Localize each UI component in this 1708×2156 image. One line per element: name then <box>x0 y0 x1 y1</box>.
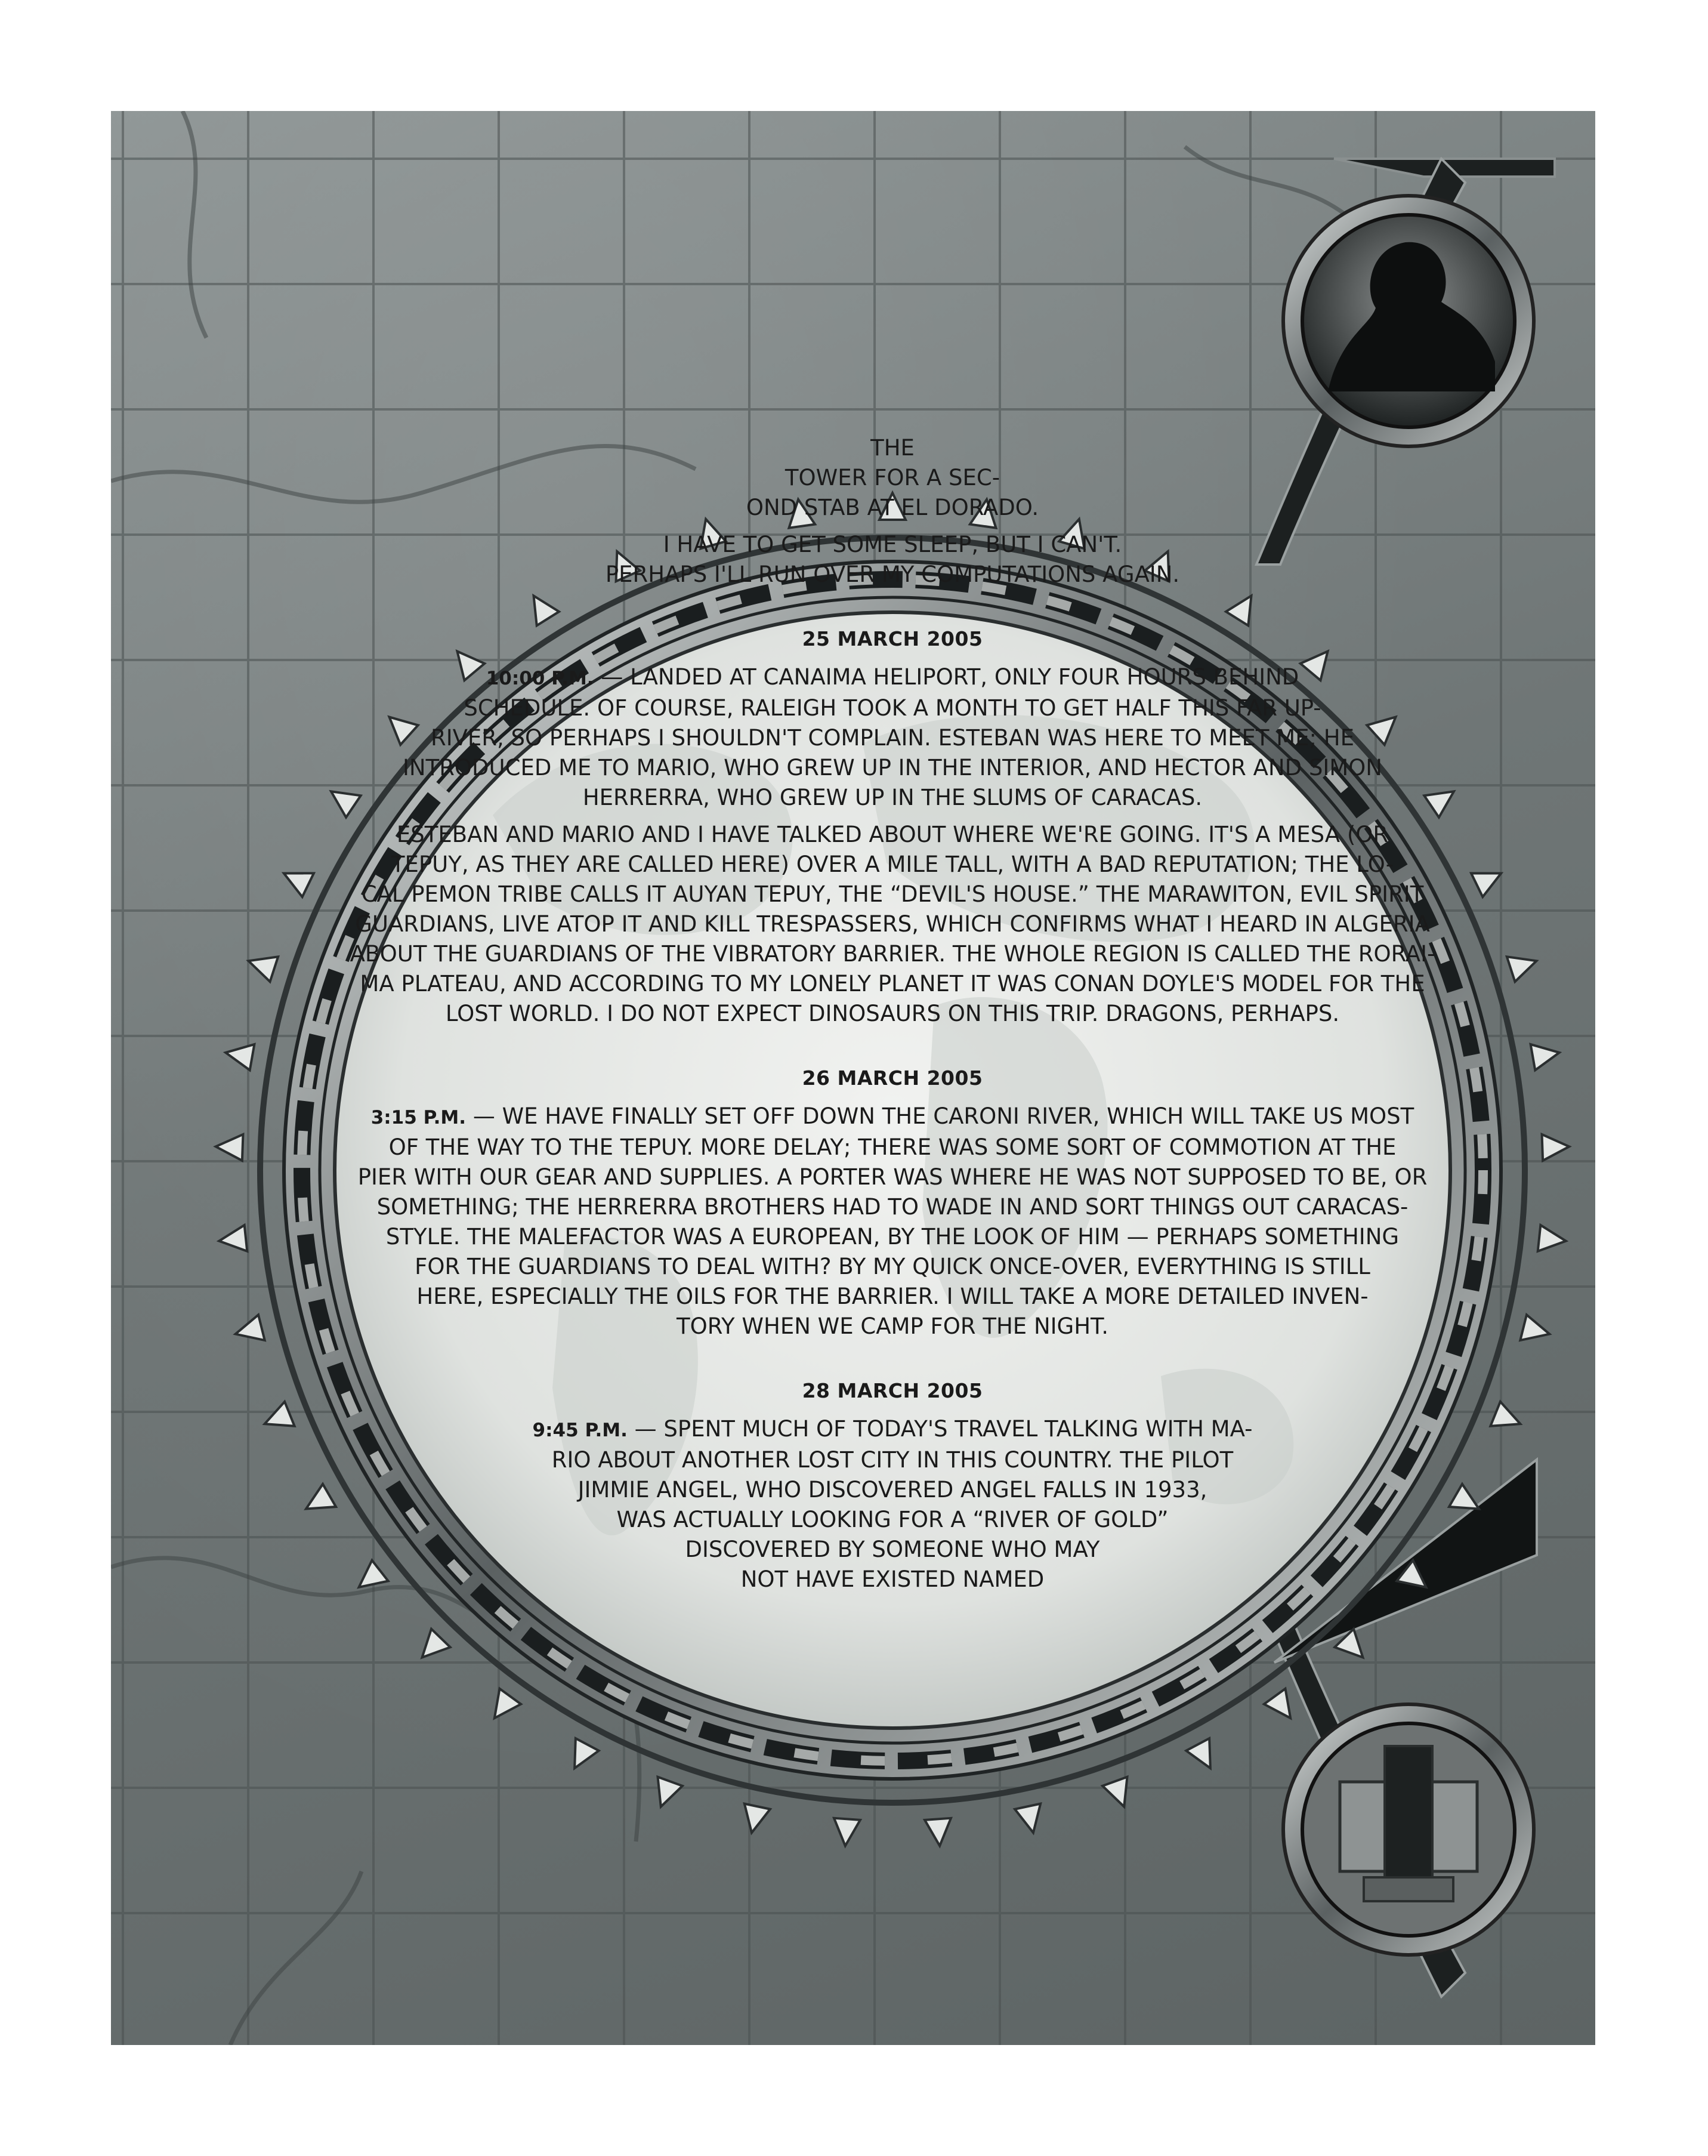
text-line: NOT HAVE EXISTED NAMED <box>740 1566 1045 1592</box>
text-line: PIER WITH OUR GEAR AND SUPPLIES. A PORTER WAS WHERE HE WAS NOT SUPPOSED TO BE, OR <box>357 1164 1428 1190</box>
text-line <box>338 1414 1447 1445</box>
entry-time: 3:15 P.M. <box>370 1107 467 1128</box>
entry-date: 25 MARCH 2005 <box>802 627 983 650</box>
text-line: PERHAPS I'LL RUN OVER MY COMPUTATIONS AGAIN. <box>605 562 1180 587</box>
text-line: ABOUT THE GUARDIANS OF THE VIBRATORY BARRIER. THE WHOLE REGION IS CALLED THE RORAI- <box>350 941 1435 967</box>
journal-page <box>111 111 1595 2045</box>
entry-date: 26 MARCH 2005 <box>802 1066 983 1090</box>
intro-paragraph-2 <box>338 530 1447 590</box>
text-line: HERE, ESPECIALLY THE OILS FOR THE BARRIER. I WILL TAKE A MORE DETAILED INVEN- <box>416 1284 1369 1309</box>
text-line-rest: — LANDED AT CANAIMA HELIPORT, ONLY FOUR HOURS BEHIND <box>594 664 1299 690</box>
text-line: HERRERRA, WHO GREW UP IN THE SLUMS OF CARACAS. <box>582 785 1203 810</box>
entry-paragraph <box>338 820 1447 1029</box>
text-line: CAL PEMON TRIBE CALLS IT AUYAN TEPUY, THE “DEVIL'S HOUSE.” THE MARAWITON, EVIL SPIRIT <box>361 881 1424 907</box>
text-line: GUARDIANS, LIVE ATOP IT AND KILL TRESPASSERS, WHICH CONFIRMS WHAT I HEARD IN ALGERIA <box>355 911 1430 937</box>
text-line: TORY WHEN WE CAMP FOR THE NIGHT. <box>676 1313 1108 1339</box>
text-line: JIMMIE ANGEL, WHO DISCOVERED ANGEL FALLS IN 1933, <box>577 1477 1207 1503</box>
entry-paragraph <box>338 1414 1447 1594</box>
text-line <box>338 662 1447 693</box>
text-line: TOWER FOR A SEC- <box>784 465 1000 491</box>
text-line: OND STAB AT EL DORADO. <box>746 495 1039 520</box>
text-line-rest: — WE HAVE FINALLY SET OFF DOWN THE CARONI RIVER, WHICH WILL TAKE US MOST <box>466 1103 1414 1129</box>
text-line: LOST WORLD. I DO NOT EXPECT DINOSAURS ON THIS TRIP. DRAGONS, PERHAPS. <box>445 1001 1340 1026</box>
text-line <box>338 1102 1447 1133</box>
text-line: SOMETHING; THE HERRERRA BROTHERS HAD TO WADE IN AND SORT THINGS OUT CARACAS- <box>376 1194 1409 1220</box>
text-line: RIVER, SO PERHAPS I SHOULDN'T COMPLAIN. ESTEBAN WAS HERE TO MEET ME; HE <box>431 725 1354 751</box>
text-line: INTRODUCED ME TO MARIO, WHO GREW UP IN THE INTERIOR, AND HECTOR AND SIMON <box>403 755 1382 781</box>
text-line: I HAVE TO GET SOME SLEEP, BUT I CAN'T. <box>663 532 1122 557</box>
entry-time: 9:45 P.M. <box>532 1420 628 1441</box>
text-line: TEPUY, AS THEY ARE CALLED HERE) OVER A MILE TALL, WITH A BAD REPUTATION; THE LO- <box>391 852 1394 877</box>
text-line-rest: — SPENT MUCH OF TODAY'S TRAVEL TALKING WITH MA- <box>627 1416 1253 1442</box>
text-line: WAS ACTUALLY LOOKING FOR A “RIVER OF GOLD” <box>616 1507 1169 1532</box>
text-line: RIO ABOUT ANOTHER LOST CITY IN THIS COUNTRY. THE PILOT <box>551 1447 1234 1473</box>
text-line: DISCOVERED BY SOMEONE WHO MAY <box>685 1537 1100 1562</box>
text-line: SCHEDULE. OF COURSE, RALEIGH TOOK A MONTH TO GET HALF THIS FAR UP- <box>464 695 1321 721</box>
text-line: OF THE WAY TO THE TEPUY. MORE DELAY; THERE WAS SOME SORT OF COMMOTION AT THE <box>388 1134 1397 1160</box>
text-line: STYLE. THE MALEFACTOR WAS A EUROPEAN, BY THE LOOK OF HIM — PERHAPS SOMETHING <box>385 1224 1400 1250</box>
entry-time: 10:00 P.M. <box>486 668 594 689</box>
text-line: FOR THE GUARDIANS TO DEAL WITH? BY MY QUICK ONCE-OVER, EVERYTHING IS STILL <box>415 1254 1370 1279</box>
text-line: ESTEBAN AND MARIO AND I HAVE TALKED ABOUT WHERE WE'RE GOING. IT'S A MESA (OR <box>396 822 1389 847</box>
entry-paragraph <box>338 1102 1447 1341</box>
entry-date: 28 MARCH 2005 <box>802 1379 983 1402</box>
intro-paragraph <box>338 433 1447 523</box>
text-line: MA PLATEAU, AND ACCORDING TO MY LONELY PLANET IT WAS CONAN DOYLE'S MODEL FOR THE <box>360 971 1425 997</box>
entry-paragraph <box>338 662 1447 813</box>
text-line: THE <box>870 435 915 461</box>
journal-text <box>338 433 1447 1865</box>
